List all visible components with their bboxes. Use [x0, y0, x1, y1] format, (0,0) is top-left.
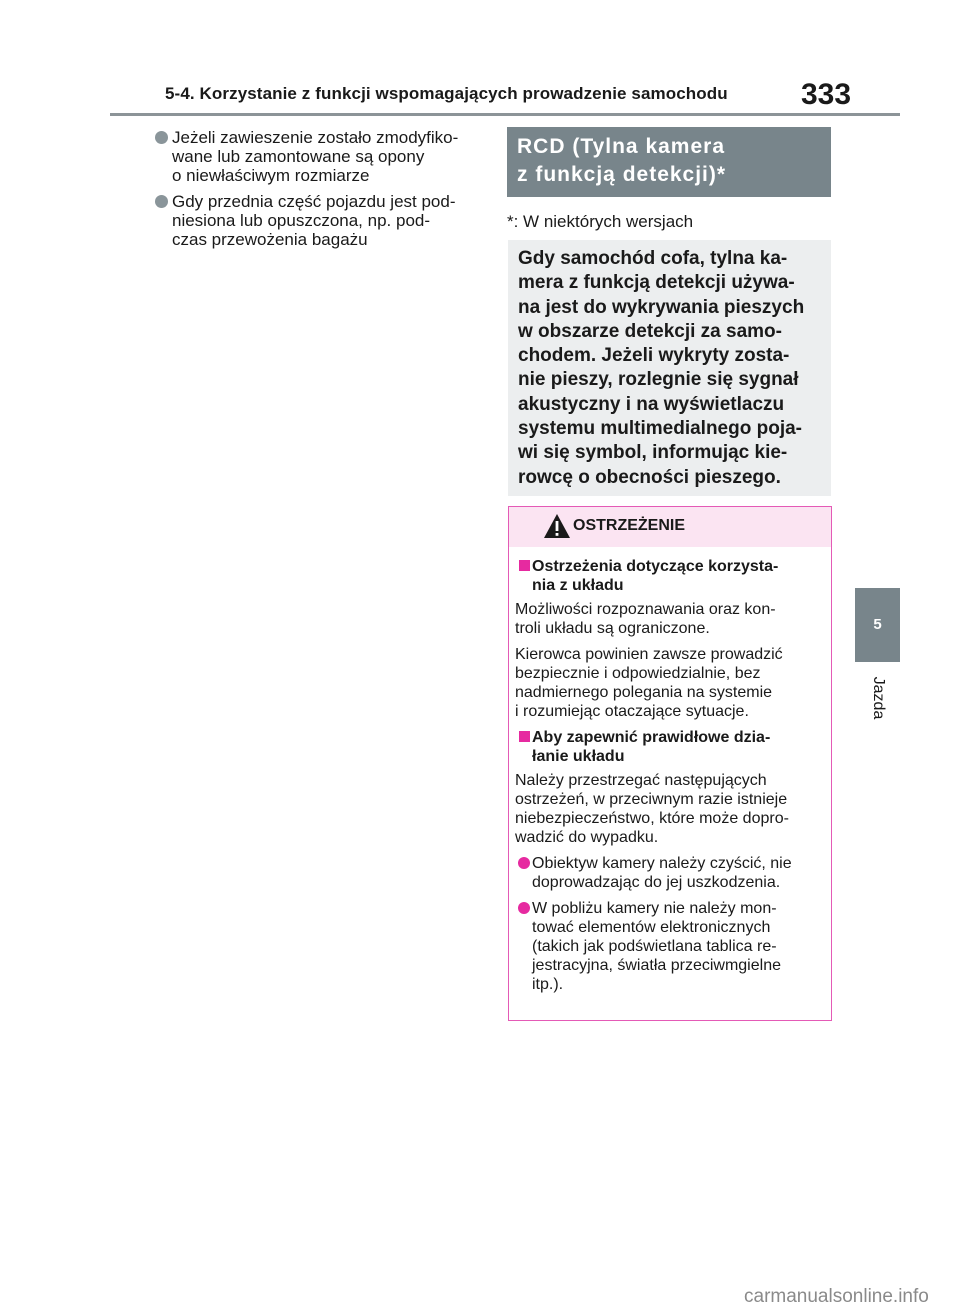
section-title-banner [507, 127, 831, 197]
pink-bullet-dot-icon [518, 902, 530, 914]
text-line: tować elementów elektronicznych [532, 919, 771, 936]
section-title-line: z funkcją detekcji)* [517, 163, 727, 186]
text-line: niesiona lub opuszczona, np. pod- [172, 211, 431, 230]
text-line: wadzić do wypadku. [515, 829, 659, 846]
warning-triangle-icon [543, 513, 571, 539]
warning-subheading [515, 728, 827, 766]
text-line: doprowadzając do jej uszkodzenia. [532, 874, 781, 891]
square-bullet-icon [519, 731, 530, 742]
text-line: czas przewożenia bagażu [172, 230, 368, 249]
intro-line: systemu multimedialnego poja- [518, 418, 802, 440]
intro-line: Gdy samochód cofa, tylna ka- [518, 248, 788, 269]
header-rule [110, 113, 900, 116]
text-line: Gdy przednia część pojazdu jest pod- [172, 192, 456, 211]
text-line: Obiektyw kamery należy czyścić, nie [532, 855, 792, 872]
text-line: troli układu są ograniczone. [515, 620, 710, 637]
text-line: nia z układu [532, 577, 624, 594]
chapter-label [860, 668, 896, 728]
section-title-line: RCD (Tylna kamera [517, 135, 726, 158]
bullet-dot-icon [155, 131, 168, 144]
square-bullet-icon [519, 560, 530, 571]
text-line: nadmiernego polegania na systemie [515, 684, 773, 701]
intro-box [508, 240, 831, 496]
warning-paragraph [515, 600, 827, 638]
intro-line: na jest do wykrywania pieszych [518, 296, 805, 318]
intro-line: w obszarze detekcji za samo- [518, 320, 782, 342]
intro-line: akustyczny i na wyświetlaczu [518, 393, 785, 415]
intro-line: wi się symbol, informując kie- [518, 442, 788, 464]
intro-line: chodem. Jeżeli wykryty zosta- [518, 345, 790, 367]
text-line: niebezpieczeństwo, które może dopro- [515, 810, 789, 827]
warning-box [508, 506, 832, 1021]
text-line: jestracyjna, światła przeciwmgielne [532, 957, 781, 974]
text-line: itp.). [532, 976, 564, 993]
text-line: (takich jak podświetlana tablica re- [532, 938, 777, 955]
text-line: bezpiecznie i odpowiedzialnie, bez [515, 665, 761, 682]
intro-line: nie pieszy, rozlegnie się sygnał [518, 369, 799, 391]
list-item [155, 192, 485, 249]
text-line: Kierowca powinien zawsze prowadzić [515, 646, 783, 663]
chapter-label-text: Jazda [870, 676, 887, 720]
list-item [155, 128, 485, 185]
warning-title: OSTRZEŻENIE [573, 517, 686, 534]
bullet-dot-icon [155, 195, 168, 208]
text-line: Ostrzeżenia dotyczące korzysta- [532, 558, 779, 575]
intro-line: rowcę o obecności pieszego. [518, 466, 781, 488]
pink-bullet-dot-icon [518, 857, 530, 869]
left-column [155, 128, 485, 256]
warning-subheading [515, 557, 827, 595]
text-line: o niewłaściwym rozmiarze [172, 166, 370, 185]
list-item [515, 854, 827, 892]
text-line: Możliwości rozpoznawania oraz kon- [515, 601, 776, 618]
warning-paragraph [515, 645, 827, 721]
chapter-tab[interactable]: 5 [855, 588, 900, 662]
text-line: łanie układu [532, 748, 625, 765]
text-line: i rozumiejąc otaczające sytuacje. [515, 703, 749, 720]
text-line: wane lub zamontowane są opony [172, 147, 425, 166]
text-line: Należy przestrzegać następujących [515, 772, 767, 789]
header-title: 5-4. Korzystanie z funkcji wspomagających prowadzenie samochodu [165, 84, 728, 103]
intro-line: mera z funkcją detekcji używa- [518, 272, 795, 294]
text-line: W pobliżu kamery nie należy mon- [532, 900, 777, 917]
list-item [515, 899, 827, 994]
watermark: carmanualsonline.info [744, 1286, 929, 1307]
warning-header [509, 507, 831, 547]
text-line: ostrzeżeń, w przeciwnym razie istnieje [515, 791, 788, 808]
text-line: Aby zapewnić prawidłowe dzia- [532, 729, 771, 746]
page-number: 333 [801, 78, 852, 111]
text-line: Jeżeli zawieszenie zostało zmodyfiko- [172, 128, 459, 147]
footnote: *: W niektórych wersjach [507, 212, 694, 231]
warning-paragraph [515, 771, 827, 847]
